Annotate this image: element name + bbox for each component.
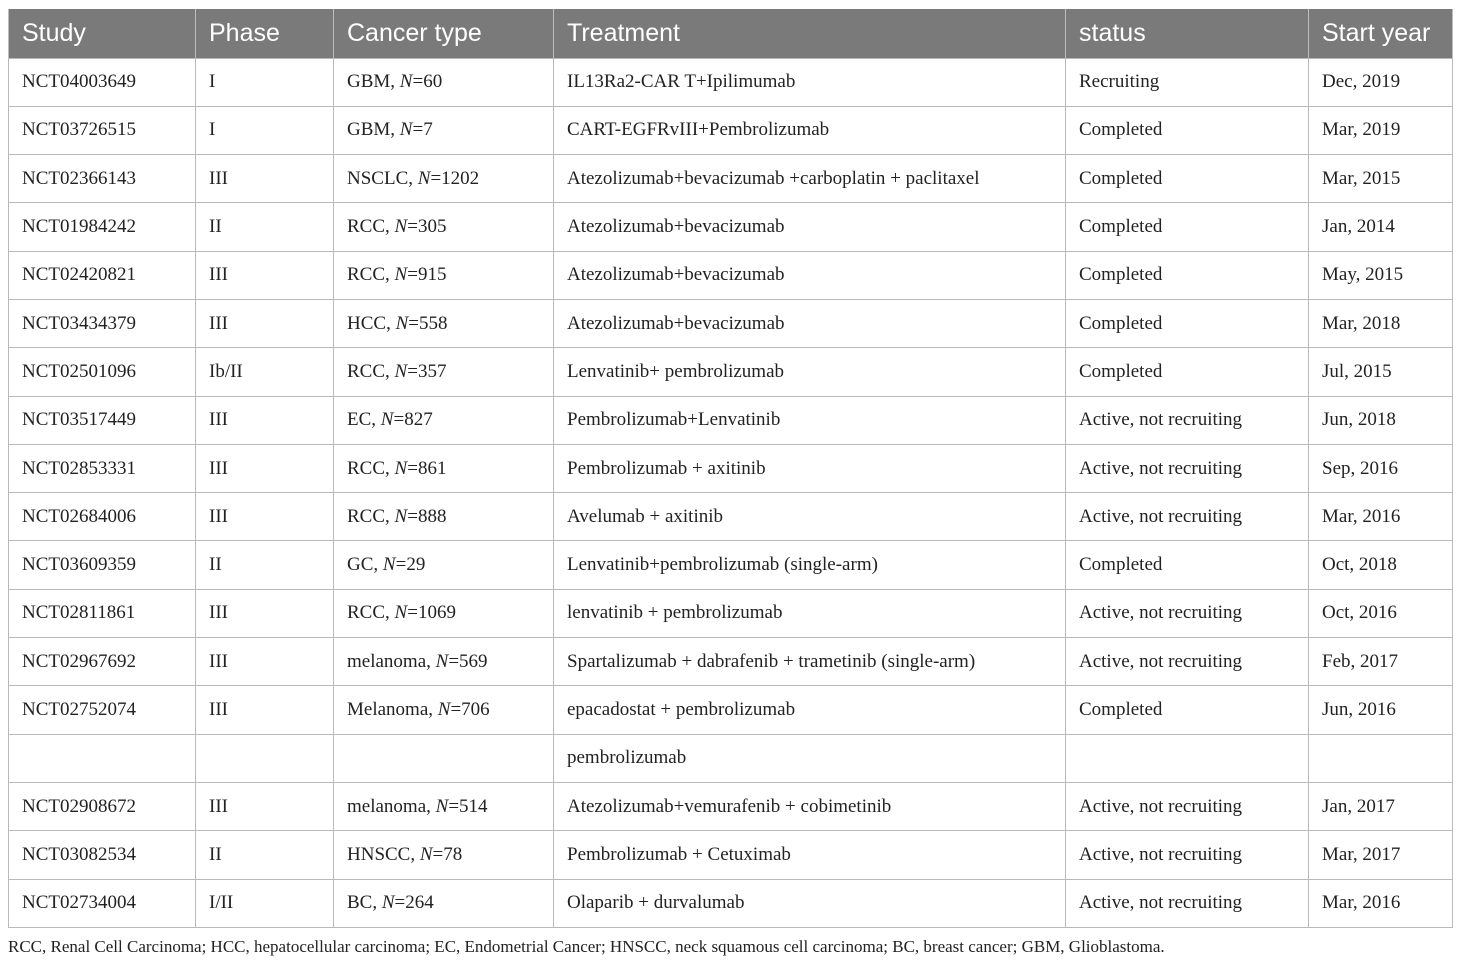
cell-treatment: Avelumab + axitinib: [554, 493, 1066, 541]
table-row: [9, 589, 1453, 637]
table-body: [9, 58, 1453, 927]
sample-size-value: 78: [443, 843, 463, 865]
cell-status: [1066, 734, 1309, 782]
cell-cancer-type: EC, N=827: [334, 396, 554, 444]
cell-status: Active, not recruiting: [1066, 444, 1309, 492]
cell-treatment: Lenvatinib+ pembrolizumab: [554, 348, 1066, 396]
cell-study: NCT02967692: [9, 638, 196, 686]
table-row: [9, 396, 1453, 444]
cell-cancer-type: RCC, N=357: [334, 348, 554, 396]
sample-size-value: 569: [459, 650, 488, 672]
table-footnote: RCC, Renal Cell Carcinoma; HCC, hepatocellular carcinoma; EC, Endometrial Cancer; HNSCC, neck squamous cell carcinoma; BC, breast cancer; GBM, Glioblastoma.: [8, 937, 1165, 956]
cell-cancer-type: RCC, N=861: [334, 444, 554, 492]
sample-size-value: 29: [406, 554, 426, 576]
cell-start-year: Mar, 2018: [1309, 299, 1453, 347]
cell-cancer-type: GBM, N=7: [334, 106, 554, 154]
sample-size-value: 1202: [441, 167, 480, 189]
cell-status: Active, not recruiting: [1066, 589, 1309, 637]
cell-treatment: pembrolizumab: [554, 734, 1066, 782]
table-row: [9, 782, 1453, 830]
cancer-type-label: GC,: [347, 554, 383, 576]
cell-treatment: Pembrolizumab + Cetuximab: [554, 831, 1066, 879]
cell-treatment: Atezolizumab+vemurafenib + cobimetinib: [554, 782, 1066, 830]
cell-study: NCT02853331: [9, 444, 196, 492]
cell-phase: I: [196, 106, 334, 154]
table-row: [9, 444, 1453, 492]
sample-size-value: 558: [418, 312, 448, 334]
table-row: [9, 203, 1453, 251]
cell-study: NCT02501096: [9, 348, 196, 396]
cell-start-year: [1309, 734, 1453, 782]
cancer-type-label: melanoma,: [347, 650, 436, 672]
cell-phase: II: [196, 541, 334, 589]
cell-treatment: Pembrolizumab + axitinib: [554, 444, 1066, 492]
cell-status: Completed: [1066, 203, 1309, 251]
cell-study: NCT03434379: [9, 299, 196, 347]
table-row: [9, 541, 1453, 589]
cell-treatment: Olaparib + durvalumab: [554, 879, 1066, 927]
cell-phase: III: [196, 444, 334, 492]
cell-status: Completed: [1066, 348, 1309, 396]
cell-start-year: Mar, 2015: [1309, 155, 1453, 203]
cell-start-year: Mar, 2016: [1309, 493, 1453, 541]
cell-cancer-type: RCC, N=915: [334, 251, 554, 299]
cell-cancer-type: GBM, N=60: [334, 58, 554, 106]
cell-start-year: Oct, 2018: [1309, 541, 1453, 589]
cell-treatment: Atezolizumab+bevacizumab: [554, 203, 1066, 251]
cell-phase: III: [196, 155, 334, 203]
sample-size-value: 60: [423, 71, 443, 93]
cell-treatment: lenvatinib + pembrolizumab: [554, 589, 1066, 637]
cell-study: NCT02366143: [9, 155, 196, 203]
cancer-type-label: RCC,: [347, 216, 395, 238]
cell-treatment: IL13Ra2-CAR T+Ipilimumab: [554, 58, 1066, 106]
header-treatment: Treatment: [554, 9, 1066, 58]
cell-study: NCT02684006: [9, 493, 196, 541]
cancer-type-label: Melanoma,: [347, 699, 438, 720]
cell-cancer-type: NSCLC, N=1202: [334, 155, 554, 203]
sample-size-value: 264: [405, 892, 434, 914]
table-row: [9, 493, 1453, 541]
cell-study: NCT02811861: [9, 589, 196, 637]
cell-phase: III: [196, 493, 334, 541]
cell-status: Active, not recruiting: [1066, 831, 1309, 879]
cell-study: NCT03726515: [9, 106, 196, 154]
sample-size-symbol: N: [394, 505, 408, 527]
table-row: [9, 879, 1453, 927]
cell-status: Completed: [1066, 155, 1309, 203]
cancer-type-label: RCC,: [347, 602, 395, 624]
sample-size-symbol: N: [419, 843, 433, 865]
cell-start-year: Feb, 2017: [1309, 638, 1453, 686]
cell-treatment: Lenvatinib+pembrolizumab (single-arm): [554, 541, 1066, 589]
sample-size-symbol: N: [380, 409, 394, 431]
cell-status: Completed: [1066, 299, 1309, 347]
cell-phase: III: [196, 251, 334, 299]
sample-size-symbol: N: [435, 795, 449, 817]
cancer-type-label: RCC,: [347, 457, 395, 479]
sample-size-value: 305: [417, 216, 447, 238]
sample-size-symbol: N: [435, 650, 449, 672]
cell-phase: II: [196, 831, 334, 879]
sample-size-symbol: N: [399, 119, 413, 141]
cell-start-year: Jan, 2017: [1309, 782, 1453, 830]
table-row: [9, 686, 1453, 734]
cell-start-year: May, 2015: [1309, 251, 1453, 299]
cancer-type-label: NSCLC,: [347, 167, 418, 189]
cell-cancer-type: melanoma, N=514: [334, 782, 554, 830]
cell-study: NCT03082534: [9, 831, 196, 879]
table-row: [9, 106, 1453, 154]
cell-cancer-type: RCC, N=305: [334, 203, 554, 251]
cell-start-year: Mar, 2019: [1309, 106, 1453, 154]
cell-treatment: CART-EGFRvIII+Pembrolizumab: [554, 106, 1066, 154]
cell-phase: I/II: [196, 879, 334, 927]
cell-cancer-type: melanoma, N=569: [334, 638, 554, 686]
header-cancer-type: Cancer type: [334, 9, 554, 58]
sample-size-value: 357: [417, 360, 447, 382]
header-study: Study: [9, 9, 196, 58]
sample-size-value: 915: [417, 264, 447, 286]
cell-status: Recruiting: [1066, 58, 1309, 106]
cancer-type-label: HNSCC,: [347, 843, 420, 865]
cell-start-year: Jun, 2018: [1309, 396, 1453, 444]
header-status: status: [1066, 9, 1309, 58]
cell-cancer-type: HNSCC, N=78: [334, 831, 554, 879]
cell-cancer-type: RCC, N=1069: [334, 589, 554, 637]
header-row: [9, 9, 1453, 58]
cell-cancer-type: GC, N=29: [334, 541, 554, 589]
table-row: [9, 831, 1453, 879]
cell-phase: III: [196, 638, 334, 686]
cell-phase: I: [196, 58, 334, 106]
sample-size-value: 7: [423, 119, 433, 141]
sample-size-symbol: N: [394, 264, 408, 286]
cell-status: Completed: [1066, 106, 1309, 154]
sample-size-symbol: N: [399, 71, 413, 93]
cancer-type-label: BC,: [347, 892, 382, 914]
cell-cancer-type: Melanoma, N=706: [334, 686, 554, 734]
cell-status: Active, not recruiting: [1066, 493, 1309, 541]
cell-study: NCT03517449: [9, 396, 196, 444]
sample-size-symbol: N: [437, 699, 451, 720]
cell-treatment: Atezolizumab+bevacizumab: [554, 251, 1066, 299]
cell-phase: III: [196, 589, 334, 637]
cell-start-year: Mar, 2017: [1309, 831, 1453, 879]
sample-size-value: 888: [417, 505, 447, 527]
cell-phase: Ib/II: [196, 348, 334, 396]
cancer-type-label: RCC,: [347, 505, 395, 527]
sample-size-symbol: N: [381, 892, 395, 914]
cancer-type-label: RCC,: [347, 264, 395, 286]
cell-study: NCT04003649: [9, 58, 196, 106]
cell-start-year: Jun, 2016: [1309, 686, 1453, 734]
cell-start-year: Jul, 2015: [1309, 348, 1453, 396]
cell-status: Active, not recruiting: [1066, 879, 1309, 927]
sample-size-symbol: N: [395, 312, 409, 334]
cancer-type-label: RCC,: [347, 360, 395, 382]
sample-size-value: 861: [417, 457, 447, 479]
table-header: [9, 9, 1453, 58]
cell-treatment: Atezolizumab+bevacizumab +carboplatin + paclitaxel: [554, 155, 1066, 203]
cell-phase: III: [196, 396, 334, 444]
cell-status: Completed: [1066, 686, 1309, 734]
sample-size-value: 514: [459, 795, 488, 817]
cell-start-year: Sep, 2016: [1309, 444, 1453, 492]
cell-study: NCT02420821: [9, 251, 196, 299]
cell-cancer-type: [334, 734, 554, 782]
sample-size-symbol: N: [394, 216, 408, 238]
sample-size-value: 706: [461, 699, 490, 720]
cancer-type-label: GBM,: [347, 119, 400, 141]
cell-status: Completed: [1066, 541, 1309, 589]
clinical-trials-table: [8, 9, 1453, 928]
sample-size-symbol: N: [394, 457, 408, 479]
cell-study: NCT01984242: [9, 203, 196, 251]
sample-size-value: 827: [404, 409, 433, 431]
cell-start-year: Mar, 2016: [1309, 879, 1453, 927]
cell-phase: III: [196, 686, 334, 734]
table-row: [9, 155, 1453, 203]
header-start-year: Start year: [1309, 9, 1453, 58]
cell-phase: II: [196, 203, 334, 251]
cell-study: NCT02908672: [9, 782, 196, 830]
cancer-type-label: EC,: [347, 409, 381, 431]
cell-start-year: Oct, 2016: [1309, 589, 1453, 637]
cell-status: Active, not recruiting: [1066, 396, 1309, 444]
cancer-type-label: melanoma,: [347, 795, 436, 817]
table-row: [9, 251, 1453, 299]
sample-size-symbol: N: [394, 360, 408, 382]
cell-study: NCT02734004: [9, 879, 196, 927]
cancer-type-label: GBM,: [347, 71, 400, 93]
cell-study: NCT02752074: [9, 686, 196, 734]
cell-phase: III: [196, 299, 334, 347]
cell-phase: III: [196, 782, 334, 830]
cancer-type-label: HCC,: [347, 312, 396, 334]
clinical-trials-table-container: [8, 9, 1452, 928]
cell-phase: [196, 734, 334, 782]
cell-start-year: Dec, 2019: [1309, 58, 1453, 106]
table-row: [9, 638, 1453, 686]
table-row: [9, 58, 1453, 106]
cell-cancer-type: BC, N=264: [334, 879, 554, 927]
cell-treatment: Spartalizumab + dabrafenib + trametinib (single-arm): [554, 638, 1066, 686]
cell-start-year: Jan, 2014: [1309, 203, 1453, 251]
sample-size-symbol: N: [382, 554, 396, 576]
cell-study: NCT03609359: [9, 541, 196, 589]
cell-cancer-type: HCC, N=558: [334, 299, 554, 347]
cell-cancer-type: RCC, N=888: [334, 493, 554, 541]
cell-treatment: Atezolizumab+bevacizumab: [554, 299, 1066, 347]
cell-treatment: epacadostat + pembrolizumab: [554, 686, 1066, 734]
sample-size-value: 1069: [417, 602, 456, 624]
cell-status: Completed: [1066, 251, 1309, 299]
cell-study: [9, 734, 196, 782]
header-phase: Phase: [196, 9, 334, 58]
table-row: [9, 734, 1453, 782]
sample-size-symbol: N: [394, 602, 408, 624]
table-row: [9, 299, 1453, 347]
table-row: [9, 348, 1453, 396]
cell-status: Active, not recruiting: [1066, 638, 1309, 686]
sample-size-symbol: N: [417, 167, 431, 189]
cell-status: Active, not recruiting: [1066, 782, 1309, 830]
cell-treatment: Pembrolizumab+Lenvatinib: [554, 396, 1066, 444]
